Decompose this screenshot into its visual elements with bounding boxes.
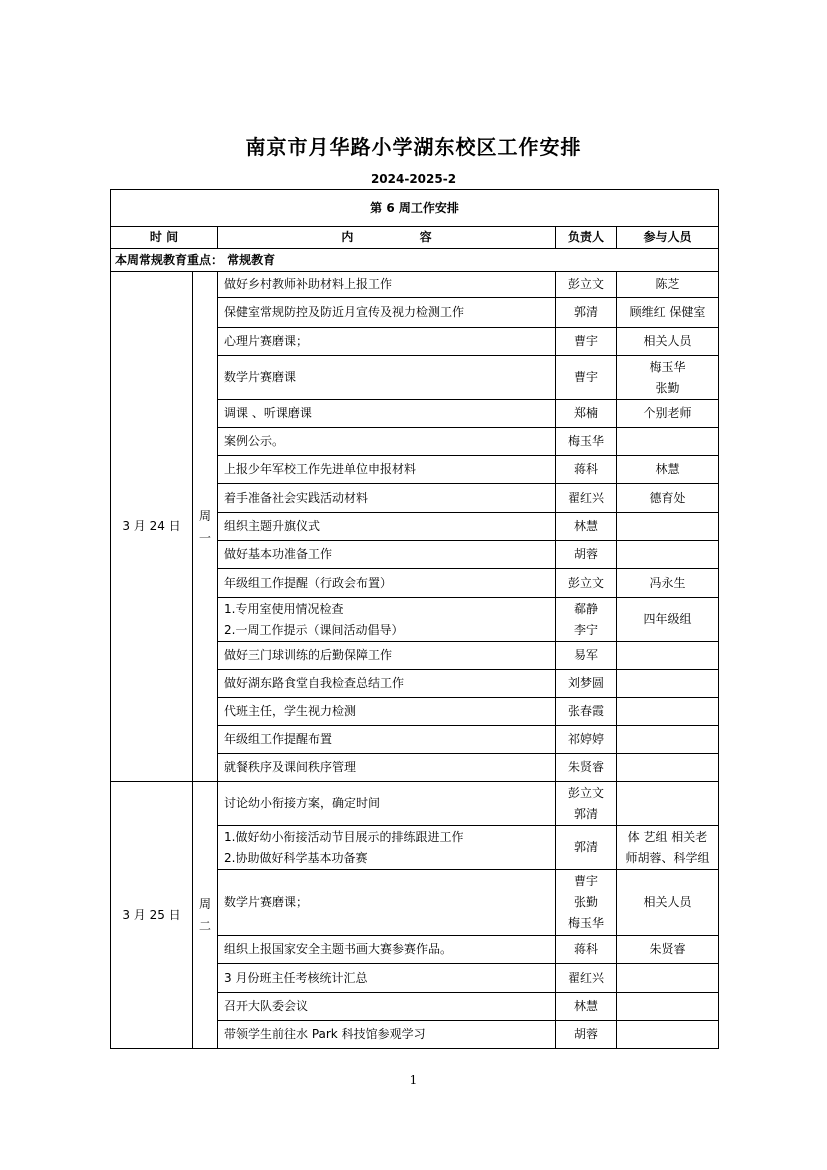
- task-content-line: 2.协助做好科学基本功备赛: [224, 850, 368, 865]
- task-content: [218, 670, 556, 698]
- task-content: [218, 826, 556, 870]
- task-participants-line: 冯永生: [649, 575, 686, 590]
- task-owner-line: 郭清: [573, 840, 598, 854]
- task-participants: [617, 726, 719, 754]
- task-content-line: 讨论幼小衔接方案，确定时间: [224, 796, 381, 810]
- task-owner: [556, 541, 617, 569]
- task-owner: [556, 993, 617, 1021]
- task-content: [218, 356, 556, 400]
- task-content-line: 1.做好幼小衔接活动节目展示的排练跟进工作: [224, 829, 464, 844]
- task-content-line: 1.专用室使用情况检查: [224, 601, 344, 616]
- task-owner-line: 曹宇: [573, 874, 598, 888]
- header-owner: 负责人: [556, 227, 617, 249]
- schedule-body: [111, 190, 719, 1049]
- weekday-char: 周: [198, 897, 211, 911]
- task-owner-line: 蒋科: [573, 942, 598, 956]
- task-owner-line: 胡蓉: [573, 1027, 598, 1041]
- task-content-line: 代班主任，学生视力检测: [224, 704, 357, 718]
- task-owner-line: 胡蓉: [573, 547, 598, 561]
- task-owner-line: 郑楠: [573, 406, 598, 420]
- task-owner: [556, 964, 617, 993]
- task-content-line: 组织主题升旗仪式: [224, 519, 321, 533]
- task-participants: [617, 698, 719, 726]
- task-owner: [556, 356, 617, 400]
- task-owner: [556, 826, 617, 870]
- task-owner-line: 曹宇: [573, 370, 598, 384]
- task-owner-line: 林慧: [573, 999, 598, 1013]
- task-content: [218, 698, 556, 726]
- task-owner: [556, 484, 617, 513]
- task-content-line: 2.一周工作提示（课间活动倡导）: [224, 622, 404, 637]
- task-owner-line: 彭立文: [567, 575, 604, 590]
- week-title-row: [111, 190, 719, 227]
- task-content-line: 年级组工作提醒布置: [224, 732, 333, 746]
- task-participants: [617, 1021, 719, 1049]
- task-owner-line: 郭清: [573, 806, 598, 821]
- task-owner: [556, 670, 617, 698]
- task-participants: [617, 541, 719, 569]
- task-owner: [556, 272, 617, 298]
- task-owner: [556, 428, 617, 456]
- task-participants-line: 顾维红 保健室: [629, 305, 706, 319]
- task-participants: [617, 782, 719, 826]
- task-participants-line: 个别老师: [643, 406, 692, 420]
- task-content-line: 着手准备社会实践活动材料: [224, 490, 369, 505]
- task-owner-line: 翟红兴: [567, 490, 604, 505]
- weekday-char: 周: [198, 508, 211, 523]
- task-owner-line: 翟红兴: [567, 970, 604, 985]
- header-content: [218, 227, 556, 249]
- page-number: 1: [409, 1073, 418, 1087]
- task-participants: [617, 993, 719, 1021]
- task-owner-line: 刘梦圆: [567, 676, 604, 690]
- task-owner: [556, 569, 617, 598]
- task-owner-line: 易军: [573, 648, 598, 662]
- task-content: [218, 428, 556, 456]
- task-participants: [617, 936, 719, 964]
- header-participants: 参与人员: [617, 227, 719, 249]
- task-participants: [617, 428, 719, 456]
- task-content: [218, 272, 556, 298]
- task-participants: [617, 642, 719, 670]
- task-participants-line: 相关人员: [643, 895, 692, 909]
- school-year: 2024-2025-2: [370, 172, 457, 186]
- task-content: [218, 993, 556, 1021]
- focus-text: 本周常规教育重点： 常规教育: [111, 249, 719, 272]
- task-content: [218, 513, 556, 541]
- focus-row: [111, 249, 719, 272]
- task-content-line: 做好湖东路食堂自我检查总结工作: [224, 676, 405, 690]
- task-participants-line: 朱贤睿: [649, 942, 686, 956]
- day-date: 3 月 25 日: [111, 782, 193, 1049]
- task-owner-line: 郗静: [573, 601, 598, 616]
- task-content: [218, 1021, 556, 1049]
- task-content-line: 3 月份班主任考核统计汇总: [224, 970, 368, 985]
- task-content: [218, 964, 556, 993]
- task-content: [218, 484, 556, 513]
- task-owner: [556, 782, 617, 826]
- task-participants: [617, 484, 719, 513]
- task-participants-line: 师胡蓉、科学组: [625, 850, 710, 865]
- task-participants: [617, 298, 719, 328]
- task-participants: [617, 456, 719, 484]
- task-participants: [617, 513, 719, 541]
- task-participants-line: 四年级组: [643, 612, 692, 626]
- task-participants: [617, 272, 719, 298]
- task-content: [218, 541, 556, 569]
- schedule-table: [110, 189, 719, 1049]
- task-content: [218, 569, 556, 598]
- task-owner-line: 李宁: [573, 622, 598, 637]
- table-row: [111, 782, 719, 826]
- task-participants: [617, 754, 719, 782]
- task-owner: [556, 1021, 617, 1049]
- task-owner: [556, 754, 617, 782]
- task-participants-line: 相关人员: [643, 334, 692, 348]
- task-content-line: 年级组工作提醒（行政会布置）: [224, 575, 393, 590]
- task-content: [218, 328, 556, 356]
- task-content-line: 案例公示。: [224, 434, 285, 448]
- task-owner-line: 彭立文: [567, 785, 604, 800]
- task-content-line: 做好基本功准备工作: [224, 547, 333, 561]
- task-content: [218, 598, 556, 642]
- task-owner: [556, 726, 617, 754]
- task-content-line: 上报少年军校工作先进单位申报材料: [224, 462, 417, 476]
- day-weekday: [193, 782, 218, 1049]
- task-participants: [617, 569, 719, 598]
- task-owner: [556, 642, 617, 670]
- task-owner-line: 梅玉华: [567, 434, 604, 448]
- task-content-line: 召开大队委会议: [224, 999, 309, 1013]
- task-content-line: 数学片赛磨课；: [224, 895, 309, 909]
- task-owner-line: 张勤: [573, 895, 598, 909]
- task-owner-line: 彭立文: [567, 277, 604, 291]
- task-participants-line: 德育处: [649, 490, 686, 505]
- task-content-line: 组织上报国家安全主题书画大赛参赛作品。: [224, 942, 453, 956]
- task-owner-line: 曹宇: [573, 334, 598, 348]
- task-participants-line: 张勤: [655, 380, 680, 395]
- weekday-char: 二: [198, 919, 211, 933]
- task-content: [218, 456, 556, 484]
- task-participants-line: 林慧: [655, 462, 680, 476]
- task-participants-line: 陈芝: [655, 277, 680, 291]
- task-participants: [617, 598, 719, 642]
- task-owner-line: 朱贤睿: [567, 760, 604, 774]
- table-row: [111, 272, 719, 298]
- task-content: [218, 642, 556, 670]
- task-content: [218, 936, 556, 964]
- task-owner: [556, 328, 617, 356]
- task-content: [218, 782, 556, 826]
- task-owner-line: 梅玉华: [567, 916, 604, 930]
- task-content-line: 心理片赛磨课；: [224, 334, 309, 348]
- day-weekday: [193, 272, 218, 782]
- task-participants: [617, 670, 719, 698]
- task-content-line: 就餐秩序及课间秩序管理: [224, 760, 357, 774]
- task-content: [218, 298, 556, 328]
- task-content-line: 保健室常规防控及防近月宣传及视力检测工作: [224, 305, 465, 319]
- task-owner: [556, 698, 617, 726]
- task-participants: [617, 964, 719, 993]
- task-participants: [617, 400, 719, 428]
- task-participants-line: 体 艺组 相关老: [627, 829, 708, 844]
- task-owner-line: 郭清: [573, 305, 598, 319]
- task-participants: [617, 870, 719, 936]
- header-time: 时 间: [111, 227, 218, 249]
- task-owner-line: 祁婷婷: [567, 732, 604, 746]
- task-owner-line: 蒋科: [573, 462, 598, 476]
- task-owner: [556, 298, 617, 328]
- task-content: [218, 400, 556, 428]
- task-owner-line: 林慧: [573, 519, 598, 533]
- task-content-line: 数学片赛磨课: [224, 370, 297, 384]
- task-content-line: 做好三门球训练的后勤保障工作: [224, 648, 393, 662]
- task-participants: [617, 356, 719, 400]
- day-date: 3 月 24 日: [111, 272, 193, 782]
- task-content: [218, 754, 556, 782]
- task-content-line: 做好乡村教师补助材料上报工作: [224, 277, 393, 291]
- task-content: [218, 726, 556, 754]
- task-owner: [556, 456, 617, 484]
- task-content: [218, 870, 556, 936]
- task-owner: [556, 598, 617, 642]
- task-participants: [617, 328, 719, 356]
- header-content-label: 内 容: [341, 230, 432, 244]
- task-owner: [556, 936, 617, 964]
- task-participants-line: 梅玉华: [649, 359, 686, 374]
- task-content-line: 带领学生前往水 Park 科技馆参观学习: [224, 1027, 426, 1041]
- task-owner: [556, 870, 617, 936]
- weekday-char: 一: [198, 530, 211, 545]
- task-owner-line: 张春霞: [567, 704, 604, 718]
- document-title: 南京市月华路小学湖东校区工作安排: [245, 135, 582, 159]
- task-content-line: 调课 、听课磨课: [224, 406, 312, 420]
- task-participants: [617, 826, 719, 870]
- week-title: 第 6 周工作安排: [111, 190, 719, 227]
- task-owner: [556, 513, 617, 541]
- task-owner: [556, 400, 617, 428]
- header-row: [111, 227, 719, 249]
